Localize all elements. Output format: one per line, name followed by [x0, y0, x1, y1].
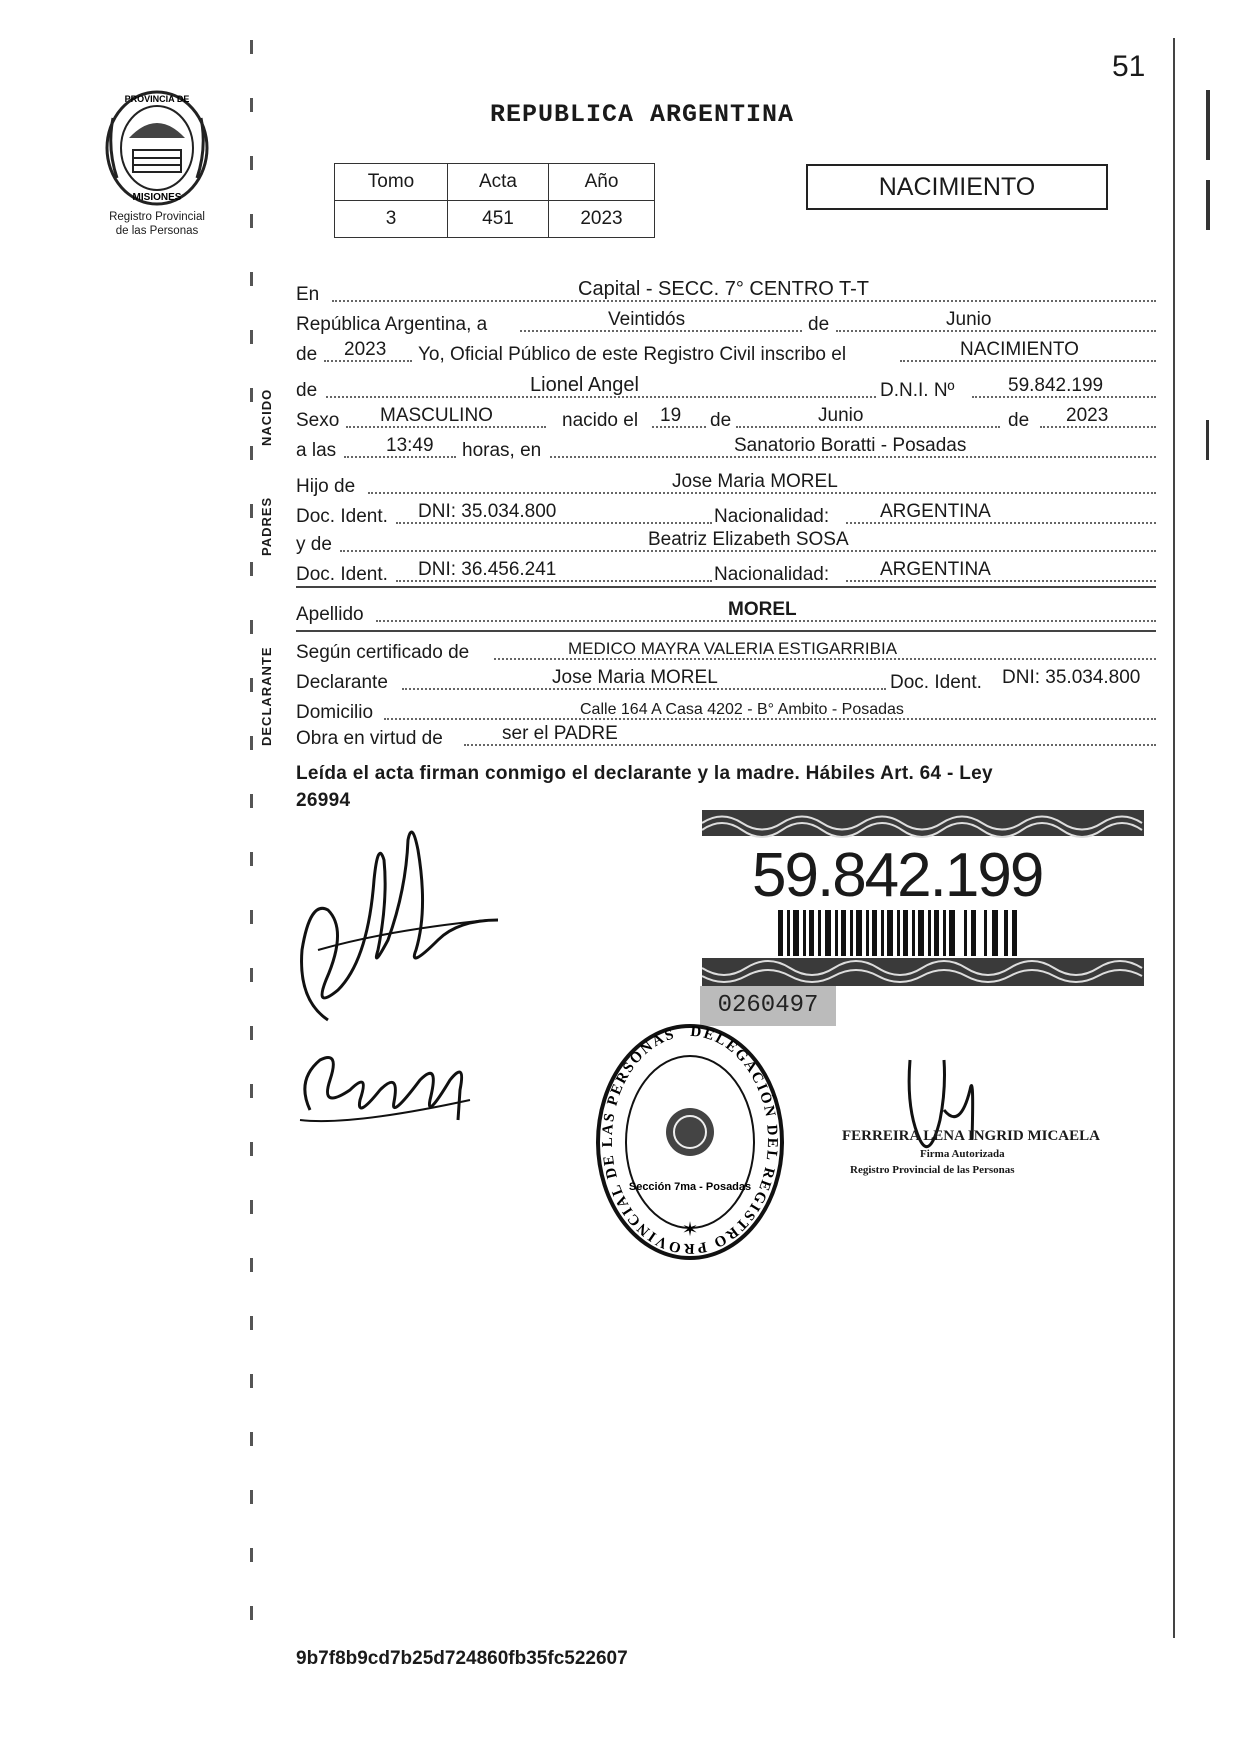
row-en — [296, 278, 1156, 308]
dni-stamp-number: 59.842.199 — [752, 841, 1043, 910]
row-declarante: Declarante Jose Maria MOREL Doc. Ident. DNI: 35.034.800 — [296, 667, 1141, 693]
value-place: Sanatorio Boratti - Posadas — [734, 435, 967, 456]
value-birth-year: 2023 — [1066, 405, 1109, 426]
section-label-padres: PADRES — [259, 496, 274, 556]
value-time: 13:49 — [386, 435, 434, 456]
value-surname: MOREL — [728, 599, 797, 620]
value-father-doc: DNI: 35.034.800 — [418, 501, 557, 522]
section-label-declarante: DECLARANTE — [259, 646, 274, 746]
row-sexo: Sexo MASCULINO nacido el 19 de Junio de 2023 — [296, 404, 1156, 434]
value-month: Junio — [946, 309, 992, 330]
edge-mark — [1206, 180, 1210, 230]
declarant-signature — [288, 820, 504, 1030]
label-en: En — [296, 284, 320, 305]
official-org: Registro Provincial de las Personas — [850, 1164, 1015, 1176]
document-type-box: NACIMIENTO — [806, 164, 1108, 210]
seal-ring-text: DELEGACIÓN DEL REGISTRO PROVINCIAL DE LAS PERSONAS — [599, 1023, 781, 1257]
section-label-nacido: NACIDO — [259, 388, 274, 446]
serial-patch — [700, 986, 836, 1026]
row-father: Hijo de Jose Maria MOREL — [296, 470, 1156, 500]
header-acta: Acta — [448, 164, 549, 201]
value-event: NACIMIENTO — [960, 339, 1079, 360]
barcode-icon — [778, 910, 1018, 956]
value-ano: 2023 — [549, 201, 655, 238]
row-hora: a las 13:49 horas, en Sanatorio Boratti - Posadas — [296, 434, 1156, 464]
value-child-dni: 59.842.199 — [1008, 375, 1104, 396]
edge-mark — [1206, 420, 1209, 460]
value-certificate: MEDICO MAYRA VALERIA ESTIGARRIBIA — [568, 639, 898, 658]
value-tomo: 3 — [335, 201, 448, 238]
row-apellido: Apellido MOREL — [296, 598, 1156, 628]
row-oficial: de 2023 Yo, Oficial Público de este Registro Civil inscribo el NACIMIENTO — [296, 338, 1156, 368]
row-father-doc: Doc. Ident. DNI: 35.034.800 Nacionalidad: ARGENTINA — [296, 500, 1156, 530]
left-margin-ticks — [250, 40, 253, 1640]
row-republica: República Argentina, a Veintidós de Junio — [296, 308, 1156, 338]
row-domicilio: Domicilio Calle 164 A Casa 4202 - B° Ambito - Posadas — [296, 696, 1156, 726]
row-mother: y de Beatriz Elizabeth SOSA — [296, 528, 1156, 558]
value-mother-nat: ARGENTINA — [880, 559, 991, 580]
value-address: Calle 164 A Casa 4202 - B° Ambito - Posadas — [580, 701, 904, 718]
value-birth-day: 19 — [660, 405, 682, 426]
right-margin-rule — [1173, 38, 1175, 1638]
svg-text:✶: ✶ — [681, 1217, 699, 1241]
document-hash: 9b7f8b9cd7b25d724860fb35fc522607 — [296, 1648, 628, 1669]
mother-signature — [290, 1040, 490, 1140]
section-divider — [296, 586, 1156, 588]
seal-top-text: PROVINCIA DE — [124, 94, 190, 104]
official-role: Firma Autorizada — [920, 1148, 1005, 1160]
value-mother: Beatriz Elizabeth SOSA — [648, 529, 849, 550]
header-ano: Año — [549, 164, 655, 201]
value-acta: 451 — [448, 201, 549, 238]
row-certificado: Según certificado de MEDICO MAYRA VALERIA ESTIGARRIBIA — [296, 636, 1156, 666]
section-divider — [296, 630, 1156, 632]
document-title: REPUBLICA ARGENTINA — [489, 100, 795, 129]
value-day: Veintidós — [608, 309, 686, 330]
closing-text: Leída el acta firman conmigo el declarante y la madre. Hábiles Art. 64 - Ley 26994 — [296, 763, 993, 811]
security-band-bottom — [702, 958, 1144, 988]
official-name: FERREIRA LENA INGRID MICAELA — [842, 1128, 1100, 1144]
value-year: 2023 — [344, 339, 387, 360]
page-number: 51 — [1112, 50, 1146, 83]
value-capacity: ser el PADRE — [502, 723, 618, 744]
value-father-nat: ARGENTINA — [880, 501, 991, 522]
value-mother-doc: DNI: 36.456.241 — [418, 559, 557, 580]
official-seal-icon — [592, 1022, 788, 1262]
seal-inner-text: Sección 7ma - Posadas — [628, 1181, 752, 1193]
value-father: Jose Maria MOREL — [672, 471, 838, 492]
registry-name: Registro Provincial de las Personas — [109, 211, 205, 237]
tomo-acta-ano-table — [334, 163, 655, 238]
value-declarant-doc: DNI: 35.034.800 — [1002, 667, 1141, 688]
seal-bottom-text: MISIONES — [132, 192, 182, 203]
value-child-name: Lionel Angel — [530, 374, 639, 396]
value-en: Capital - SECC. 7° CENTRO T-T — [578, 278, 870, 300]
header-tomo: Tomo — [335, 164, 448, 201]
value-birth-month: Junio — [818, 405, 864, 426]
row-mother-doc: Doc. Ident. DNI: 36.456.241 Nacionalidad: ARGENTINA — [296, 558, 1156, 588]
value-declarant: Jose Maria MOREL — [552, 667, 718, 688]
dni-stamp-serial: 0260497 — [717, 992, 819, 1019]
row-name: de Lionel Angel D.N.I. Nº 59.842.199 — [296, 374, 1156, 404]
value-sexo: MASCULINO — [380, 405, 493, 426]
row-obra: Obra en virtud de ser el PADRE — [296, 722, 1156, 752]
